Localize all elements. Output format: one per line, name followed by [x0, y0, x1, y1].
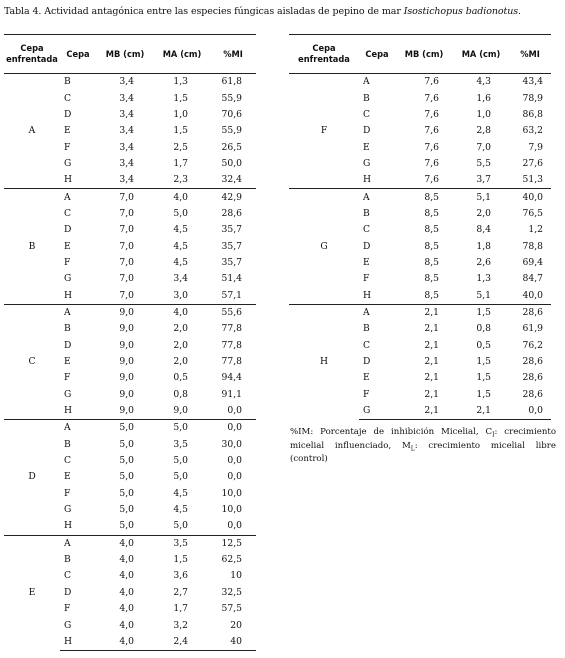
- table-row: [4, 420, 256, 437]
- header-cepa: Cepa: [359, 35, 395, 74]
- cepa-cell: B: [64, 554, 71, 566]
- mb-cell: 5,0: [119, 455, 134, 467]
- group-label: H: [289, 304, 359, 419]
- mi-cell: 69,4: [522, 256, 543, 268]
- mi-cell: 0,0: [210, 420, 256, 437]
- table-body-right: [289, 74, 551, 420]
- mb-cell: 3,4: [119, 108, 134, 120]
- mb-cell: 4,0: [119, 554, 134, 566]
- ma-cell: 5,0: [173, 520, 188, 532]
- ma-cell: 1,0: [173, 108, 188, 120]
- ma-cell: 2,0: [476, 207, 491, 219]
- ma-cell: 5,0: [173, 455, 188, 467]
- cepa-cell: B: [60, 74, 96, 91]
- mb-cell: 7,0: [119, 240, 134, 252]
- mi-cell: 40,0: [522, 289, 543, 301]
- mi-cell: 0,0: [227, 455, 242, 467]
- mi-cell: 94,4: [221, 372, 242, 384]
- cepa-cell: H: [363, 174, 372, 186]
- cepa-cell: E: [64, 356, 71, 368]
- ma-cell: 2,1: [453, 403, 509, 420]
- table-row: [4, 74, 256, 91]
- cepa-cell: H: [60, 634, 96, 651]
- header-mi: %MI: [509, 35, 551, 74]
- cepa-cell: G: [64, 273, 72, 285]
- cepa-cell: A: [60, 304, 96, 321]
- ma-cell: 2,5: [173, 141, 188, 153]
- ma-cell: 1,5: [476, 356, 491, 368]
- cepa-cell: E: [64, 240, 71, 252]
- mi-cell: 26,5: [221, 141, 242, 153]
- mb-cell: 4,0: [119, 586, 134, 598]
- cepa-cell: H: [64, 174, 73, 186]
- mi-cell: 43,4: [509, 74, 551, 91]
- cepa-cell: B: [363, 92, 370, 104]
- mi-cell: 32,4: [221, 174, 242, 186]
- cepa-cell: D: [363, 240, 371, 252]
- ma-cell: 5,0: [154, 420, 210, 437]
- ma-cell: 3,4: [173, 273, 188, 285]
- mi-cell: 62,5: [221, 554, 242, 566]
- mb-cell: 2,1: [395, 403, 453, 420]
- mb-cell: 8,5: [395, 189, 453, 206]
- cepa-cell: C: [363, 339, 371, 351]
- mi-cell: 10,0: [221, 487, 242, 499]
- mi-cell: 35,7: [221, 256, 242, 268]
- table-row: [289, 74, 551, 91]
- ma-cell: 7,0: [476, 141, 491, 153]
- mi-cell: 70,6: [221, 108, 242, 120]
- mb-cell: 2,1: [424, 323, 439, 335]
- antagonism-table-right: [289, 34, 551, 420]
- table-caption: [4, 6, 560, 17]
- cepa-cell: D: [64, 339, 72, 351]
- cepa-cell: D: [64, 108, 72, 120]
- ma-cell: 0,5: [173, 372, 188, 384]
- mi-cell: 10,0: [221, 504, 242, 516]
- ma-cell: 1,5: [173, 125, 188, 137]
- mb-cell: 4,0: [119, 603, 134, 615]
- mb-cell: 5,0: [119, 487, 134, 499]
- header-ma: MA (cm): [154, 35, 210, 74]
- header-mb: MB (cm): [96, 35, 154, 74]
- mb-cell: 3,4: [119, 141, 134, 153]
- ma-cell: 0,8: [173, 388, 188, 400]
- cepa-cell: E: [64, 471, 71, 483]
- cepa-cell: A: [60, 189, 96, 206]
- ma-cell: 1,7: [173, 157, 188, 169]
- mi-cell: 30,0: [221, 438, 242, 450]
- ma-cell: 1,8: [476, 240, 491, 252]
- caption-text: Tabla 4. Actividad antagónica entre las especies fúngicas aisladas de pepino de mar: [4, 6, 404, 17]
- cepa-cell: G: [64, 619, 72, 631]
- cepa-cell: C: [64, 455, 72, 467]
- cepa-cell: B: [64, 438, 71, 450]
- ma-cell: 3,7: [476, 174, 491, 186]
- table-row: [4, 189, 256, 206]
- ma-cell: 4,5: [173, 256, 188, 268]
- ma-cell: 2,4: [154, 634, 210, 651]
- mb-cell: 2,1: [424, 388, 439, 400]
- mi-cell: 63,2: [522, 125, 543, 137]
- group-label: B: [4, 189, 60, 304]
- ma-cell: 3,5: [173, 438, 188, 450]
- mi-cell: 28,6: [509, 304, 551, 321]
- cepa-cell: C: [363, 224, 371, 236]
- cepa-cell: E: [363, 372, 370, 384]
- cepa-cell: H: [64, 405, 73, 417]
- mb-cell: 3,4: [119, 157, 134, 169]
- mi-cell: 32,5: [221, 586, 242, 598]
- header-cepa-enfrentada: Cepa enfrentada: [4, 35, 60, 74]
- mi-cell: 55,6: [210, 304, 256, 321]
- ma-cell: 9,0: [173, 405, 188, 417]
- cepa-cell: C: [64, 570, 72, 582]
- mb-cell: 8,5: [424, 240, 439, 252]
- mb-cell: 2,1: [424, 356, 439, 368]
- mb-cell: 3,4: [119, 125, 134, 137]
- mb-cell: 7,0: [119, 273, 134, 285]
- cepa-cell: F: [64, 256, 71, 268]
- ma-cell: 1,3: [476, 273, 491, 285]
- mb-cell: 4,0: [119, 570, 134, 582]
- group-label: C: [4, 304, 60, 419]
- mi-cell: 84,7: [522, 273, 543, 285]
- mi-cell: 76,5: [522, 207, 543, 219]
- header-cepa: Cepa: [60, 35, 96, 74]
- mi-cell: 1,2: [528, 224, 543, 236]
- cepa-cell: C: [64, 207, 72, 219]
- ma-cell: 4,5: [173, 240, 188, 252]
- mb-cell: 3,4: [119, 92, 134, 104]
- mb-cell: 7,0: [119, 256, 134, 268]
- mb-cell: 2,1: [395, 304, 453, 321]
- cepa-cell: F: [64, 487, 71, 499]
- cepa-cell: D: [363, 125, 371, 137]
- mi-cell: 55,9: [221, 92, 242, 104]
- table-row: [4, 304, 256, 321]
- table-row: [4, 535, 256, 552]
- cepa-cell: B: [64, 323, 71, 335]
- mi-cell: 20: [230, 619, 242, 631]
- cepa-cell: H: [64, 520, 73, 532]
- mb-cell: 4,0: [119, 619, 134, 631]
- ma-cell: 1,7: [173, 603, 188, 615]
- mb-cell: 9,0: [119, 356, 134, 368]
- mb-cell: 8,5: [424, 273, 439, 285]
- ma-cell: 8,4: [476, 224, 491, 236]
- mb-cell: 2,1: [424, 339, 439, 351]
- header-mi: %MI: [210, 35, 256, 74]
- ma-cell: 4,5: [173, 487, 188, 499]
- mb-cell: 9,0: [119, 339, 134, 351]
- mi-cell: 50,0: [221, 157, 242, 169]
- table-row: [289, 304, 551, 321]
- ma-cell: 5,0: [173, 207, 188, 219]
- mb-cell: 7,0: [119, 207, 134, 219]
- mi-cell: 28,6: [221, 207, 242, 219]
- mi-cell: 40: [210, 634, 256, 651]
- mi-cell: 77,8: [221, 339, 242, 351]
- ma-cell: 2,0: [173, 339, 188, 351]
- mb-cell: 8,5: [424, 289, 439, 301]
- ma-cell: 1,0: [476, 108, 491, 120]
- ma-cell: 2,8: [476, 125, 491, 137]
- cepa-cell: A: [60, 420, 96, 437]
- mi-cell: 91,1: [221, 388, 242, 400]
- cepa-cell: G: [359, 403, 395, 420]
- header-row: [289, 35, 551, 74]
- cepa-cell: A: [60, 535, 96, 552]
- mi-cell: 0,0: [227, 405, 242, 417]
- cepa-cell: D: [64, 224, 72, 236]
- group-label: G: [289, 189, 359, 304]
- mb-cell: 4,0: [96, 634, 154, 651]
- caption-species: Isostichopus badionotus.: [403, 6, 521, 17]
- mb-cell: 9,0: [119, 323, 134, 335]
- cepa-cell: G: [64, 388, 72, 400]
- cepa-cell: E: [363, 256, 370, 268]
- ma-cell: 4,0: [154, 189, 210, 206]
- mb-cell: 7,6: [424, 157, 439, 169]
- mb-cell: 7,6: [395, 74, 453, 91]
- footnote: %IM: Porcentaje de inhibición Micelial, $C_I$: crecimiento micelial influenciado, $M_L$: crecimiento micelial libre (control): [290, 427, 557, 465]
- ma-cell: 0,5: [476, 339, 491, 351]
- group-label: F: [289, 74, 359, 189]
- cepa-cell: G: [64, 504, 72, 516]
- ma-cell: 1,5: [173, 554, 188, 566]
- mb-cell: 5,0: [119, 504, 134, 516]
- ma-cell: 2,0: [173, 323, 188, 335]
- ma-cell: 4,3: [453, 74, 509, 91]
- cepa-cell: G: [64, 157, 72, 169]
- header-mb: MB (cm): [395, 35, 453, 74]
- mb-cell: 8,5: [424, 224, 439, 236]
- mi-cell: 0,0: [227, 471, 242, 483]
- cepa-cell: C: [363, 108, 371, 120]
- ma-cell: 1,3: [154, 74, 210, 91]
- mb-cell: 9,0: [119, 388, 134, 400]
- mb-cell: 8,5: [424, 207, 439, 219]
- mi-cell: 7,9: [528, 141, 543, 153]
- mi-cell: 51,3: [522, 174, 543, 186]
- mi-cell: 40,0: [509, 189, 551, 206]
- mi-cell: 86,8: [522, 108, 543, 120]
- mb-cell: 7,6: [424, 92, 439, 104]
- ma-cell: 2,6: [476, 256, 491, 268]
- cepa-cell: F: [64, 603, 71, 615]
- mb-cell: 7,6: [424, 108, 439, 120]
- group-label: A: [4, 74, 60, 189]
- ma-cell: 2,7: [173, 586, 188, 598]
- ma-cell: 5,1: [453, 189, 509, 206]
- cepa-cell: D: [363, 356, 371, 368]
- ma-cell: 4,5: [173, 224, 188, 236]
- group-label: D: [4, 420, 60, 535]
- mi-cell: 0,0: [509, 403, 551, 420]
- cepa-cell: G: [363, 157, 371, 169]
- table-row: [289, 189, 551, 206]
- ma-cell: 1,5: [476, 372, 491, 384]
- mi-cell: 51,4: [221, 273, 242, 285]
- cepa-cell: B: [363, 207, 370, 219]
- table-body-left: [4, 74, 256, 651]
- ma-cell: 1,5: [173, 92, 188, 104]
- ma-cell: 4,5: [173, 504, 188, 516]
- mi-cell: 28,6: [522, 372, 543, 384]
- ma-cell: 1,6: [476, 92, 491, 104]
- cepa-cell: E: [64, 125, 71, 137]
- mi-cell: 35,7: [221, 240, 242, 252]
- mb-cell: 8,5: [424, 256, 439, 268]
- ma-cell: 2,3: [173, 174, 188, 186]
- mi-cell: 78,8: [522, 240, 543, 252]
- mb-cell: 7,6: [424, 141, 439, 153]
- ma-cell: 3,6: [173, 570, 188, 582]
- cepa-cell: A: [359, 74, 395, 91]
- cepa-cell: E: [363, 141, 370, 153]
- mi-cell: 10: [230, 570, 242, 582]
- ma-cell: 5,5: [476, 157, 491, 169]
- mi-cell: 57,1: [221, 289, 242, 301]
- mb-cell: 5,0: [119, 438, 134, 450]
- mi-cell: 28,6: [522, 356, 543, 368]
- mb-cell: 7,0: [96, 189, 154, 206]
- mi-cell: 61,9: [522, 323, 543, 335]
- mb-cell: 3,4: [119, 174, 134, 186]
- mi-cell: 27,6: [522, 157, 543, 169]
- mi-cell: 76,2: [522, 339, 543, 351]
- ma-cell: 1,5: [476, 388, 491, 400]
- cepa-cell: F: [64, 141, 71, 153]
- mb-cell: 4,0: [96, 535, 154, 552]
- mb-cell: 5,0: [119, 471, 134, 483]
- ma-cell: 3,0: [173, 289, 188, 301]
- ma-cell: 5,0: [173, 471, 188, 483]
- ma-cell: 3,2: [173, 619, 188, 631]
- mb-cell: 9,0: [96, 304, 154, 321]
- mb-cell: 7,0: [119, 289, 134, 301]
- ma-cell: 1,5: [453, 304, 509, 321]
- ma-cell: 2,0: [173, 356, 188, 368]
- mi-cell: 28,6: [522, 388, 543, 400]
- mi-cell: 78,9: [522, 92, 543, 104]
- mi-cell: 57,5: [221, 603, 242, 615]
- mb-cell: 3,4: [96, 74, 154, 91]
- mi-cell: 77,8: [221, 323, 242, 335]
- mb-cell: 5,0: [96, 420, 154, 437]
- antagonism-table-left: [4, 34, 256, 651]
- mi-cell: 42,9: [210, 189, 256, 206]
- mb-cell: 7,0: [119, 224, 134, 236]
- mi-cell: 77,8: [221, 356, 242, 368]
- cepa-cell: F: [363, 273, 370, 285]
- cepa-cell: A: [359, 304, 395, 321]
- mb-cell: 9,0: [119, 405, 134, 417]
- ma-cell: 0,8: [476, 323, 491, 335]
- mi-cell: 55,9: [221, 125, 242, 137]
- cepa-cell: F: [363, 388, 370, 400]
- mi-cell: 12,5: [210, 535, 256, 552]
- mb-cell: 9,0: [119, 372, 134, 384]
- header-row: [4, 35, 256, 74]
- cepa-cell: F: [64, 372, 71, 384]
- header-cepa-enfrentada: Cepa enfrentada: [289, 35, 359, 74]
- group-label: E: [4, 535, 60, 650]
- cepa-cell: B: [363, 323, 370, 335]
- header-ma: MA (cm): [453, 35, 509, 74]
- cepa-cell: H: [64, 289, 73, 301]
- cepa-cell: A: [359, 189, 395, 206]
- mb-cell: 7,6: [424, 174, 439, 186]
- mi-cell: 61,8: [210, 74, 256, 91]
- cepa-cell: H: [363, 289, 372, 301]
- mb-cell: 7,6: [424, 125, 439, 137]
- mi-cell: 0,0: [227, 520, 242, 532]
- ma-cell: 4,0: [154, 304, 210, 321]
- cepa-cell: D: [64, 586, 72, 598]
- ma-cell: 3,5: [154, 535, 210, 552]
- mb-cell: 5,0: [119, 520, 134, 532]
- ma-cell: 5,1: [476, 289, 491, 301]
- mi-cell: 35,7: [221, 224, 242, 236]
- cepa-cell: C: [64, 92, 72, 104]
- mb-cell: 2,1: [424, 372, 439, 384]
